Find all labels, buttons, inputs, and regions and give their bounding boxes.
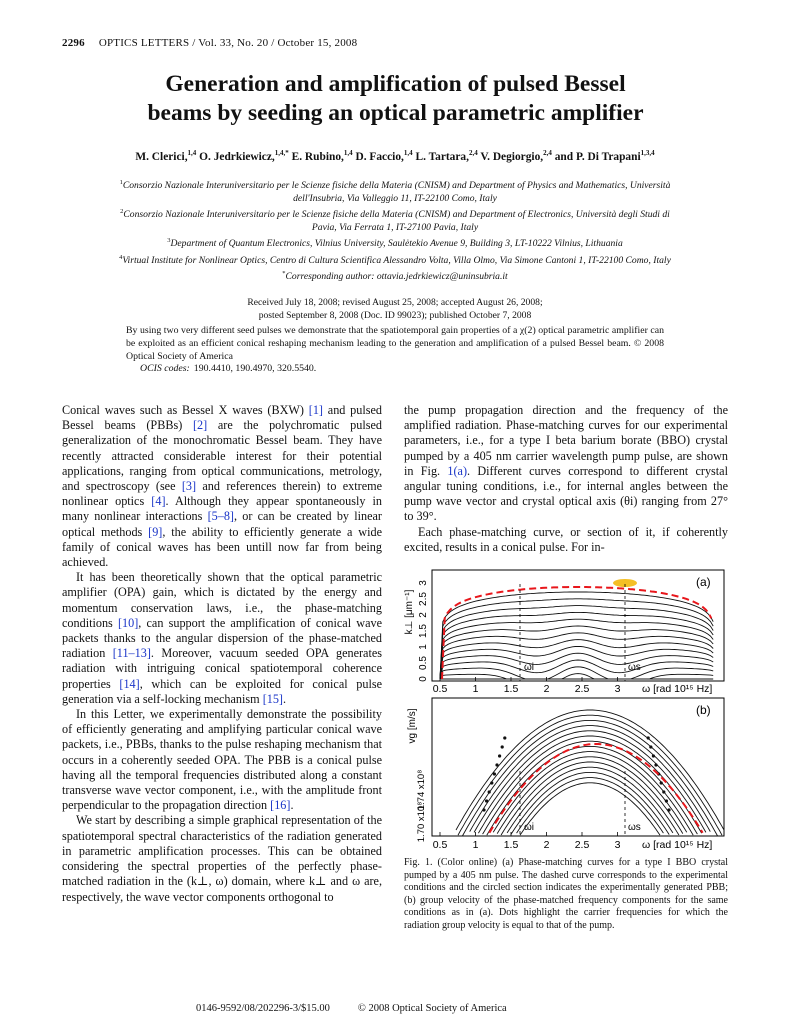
received-line-1: Received July 18, 2008; revised August 25, 2008; accepted August 26, 2008;: [247, 297, 543, 308]
carrier-frequency-dot: [493, 772, 496, 775]
page-number: 2296: [62, 37, 85, 49]
panel-b-x-ticks: [433, 832, 621, 851]
author: D. Faccio,$^{1,4}$: [355, 149, 413, 163]
group-velocity-curves: [456, 710, 724, 836]
y-tick-label: 0: [418, 676, 429, 682]
abstract-text: By using two very different seed pulses we demonstrate that the spatiotemporal gain properties of a χ(2) optical parametric amplifier can be exploited as an efficient conical reshaping mechanism leading to the generation and amplification of a pulsed Bessel beam. © 2008 Optical Society of America: [126, 325, 664, 362]
phase-matching-curve: [440, 640, 713, 679]
panel-b-y-tick-lower: 1.70 x10⁸: [416, 801, 427, 843]
running-header: [62, 37, 357, 49]
y-tick-label: 0.5: [418, 656, 429, 670]
affiliation: $^3$Department of Quantum Electronics, Vilnius University, Saulėtekio Avenue 9, Building 3, LT-10222 Vilnius, Lithuania: [167, 237, 623, 250]
carrier-frequency-dot: [503, 736, 506, 739]
abstract: [126, 325, 664, 376]
omega-s-label: ωs: [628, 662, 641, 673]
reference-link[interactable]: [16]: [270, 798, 291, 813]
author-list: [95, 146, 695, 164]
x-tick-label: 1.5: [503, 839, 519, 851]
y-tick-label: 2.5: [418, 592, 429, 606]
affiliation: $^1$Consorzio Nazionale Interuniversitario per le Scienze fisiche della Materia (CNISM) and Department of Physics and Mathematics, Università dell'Insubria, Via Valleggio 11, IT-22100 Como, Italy: [119, 179, 671, 205]
body-column-left: [62, 403, 382, 905]
affiliation: *Corresponding author: ottavia.jedrkiewicz@uninsubria.it: [282, 269, 508, 282]
reference-link[interactable]: [2]: [192, 418, 208, 433]
phase-matching-curve: [440, 667, 713, 679]
received-line-2: posted September 8, 2008 (Doc. ID 99023); published October 7, 2008: [258, 309, 532, 321]
phase-matching-curve: [440, 653, 713, 679]
reference-link[interactable]: [9]: [148, 524, 163, 539]
carrier-frequency-dot: [485, 799, 488, 802]
carrier-frequency-dot: [667, 808, 670, 811]
x-tick-label: 2.5: [574, 683, 590, 695]
affiliations: [110, 176, 680, 283]
body-column-right: [404, 403, 728, 555]
carrier-frequency-dot: [665, 799, 668, 802]
ocis-label: OCIS codes:: [140, 363, 190, 375]
carrier-frequency-dot: [652, 754, 655, 757]
panel-b-label: (b): [696, 703, 711, 717]
y-tick-label: 1.5: [418, 624, 429, 638]
phase-matching-curve: [440, 626, 713, 679]
panel-b-y-label: vg [m/s]: [407, 708, 418, 744]
page-footer: [196, 1003, 507, 1014]
phase-matching-curves: [440, 592, 713, 679]
panel-b: [407, 698, 724, 851]
omega-i-label: ωi: [524, 662, 535, 673]
x-tick-label: 0.5: [432, 839, 448, 851]
group-velocity-curve: [483, 741, 698, 834]
ocis-codes: [126, 363, 664, 376]
carrier-frequency-dot: [660, 781, 663, 784]
reference-link[interactable]: [14]: [119, 676, 140, 691]
y-tick-label: 3: [418, 580, 429, 586]
carrier-frequency-dot: [488, 790, 491, 793]
omega-s-label-b: ωs: [628, 822, 641, 833]
x-tick-label: 2: [543, 839, 550, 851]
x-tick-label: 2: [543, 683, 550, 695]
issn: 0146-9592/08/202296-3/$15.00: [196, 1003, 330, 1014]
paragraph: Conical waves such as Bessel X waves (BXW) [1] and pulsed Bessel beams (PBBs) [2] are the polychromatic pulsed generalization of the monochromatic Bessel beam. They have recently attracted considerable interest for their potential applications, ranging from optical communications, metrology, and spectroscopy (see [3] and references therein) to extreme nonlinear optics [4]. Although they appear spontaneously in many nonlinear interactions [5–8], or can be created by linear optical methods [9], the ability to efficiently generate a wide family of conical waves has been untill now far from being achieved.: [62, 403, 382, 570]
carrier-frequency-dot: [647, 736, 650, 739]
reference-link[interactable]: [3]: [181, 479, 197, 494]
author: V. Degiorgio,$^{2,4}$: [480, 149, 552, 163]
carrier-frequency-dot: [649, 745, 652, 748]
figure-caption: Fig. 1. (Color online) (a) Phase-matching curves for a type I BBO crystal pumped by a 405 nm pulse. The dashed curve corresponds to the experimental conditions and the circled section indicates the experimentally generated PBB; (b) group velocity of the phase-matched frequency components for the same conditions as in (a). Dots highlight the carrier frequencies for which the radiation group velocity is equal to that of the pump.: [404, 857, 728, 931]
panel-a: [404, 570, 724, 695]
phase-matching-curve: [440, 612, 713, 679]
copyright: © 2008 Optical Society of America: [357, 1003, 507, 1014]
carrier-frequency-dot: [498, 754, 501, 757]
panel-b-x-unit: ω [rad 10¹⁵ Hz]: [642, 839, 713, 851]
reference-link[interactable]: 1(a): [447, 463, 468, 478]
panel-a-label: (a): [696, 575, 711, 589]
x-tick-label: 0.5: [432, 683, 448, 695]
affiliation: $^4$Virtual Institute for Nonlinear Optics, Centro di Cultura Scientifica Alessandro Volta, Villa Olmo, Via Simone Cantoni 1, IT-22100 Como, Italy: [119, 253, 671, 266]
phase-matching-curve: [440, 674, 713, 679]
group-velocity-curve: [493, 752, 687, 833]
carrier-frequency-dot: [662, 790, 665, 793]
panel-a-y-label: k⊥ [μm⁻¹]: [404, 589, 415, 635]
title-line-2: beams by seeding an optical parametric amplifier: [147, 100, 644, 126]
group-velocity-curve: [511, 772, 669, 834]
reference-link[interactable]: [10]: [117, 615, 139, 630]
carrier-frequency-dot: [490, 781, 493, 784]
phase-matching-curve: [440, 592, 713, 679]
ocis-values: 190.4410, 190.4970, 320.5540.: [193, 363, 317, 375]
carrier-frequency-dot: [495, 763, 498, 766]
figure-1: [404, 566, 728, 852]
author: O. Jedrkiewicz,$^{1,4,*}$: [199, 149, 289, 163]
reference-link[interactable]: [4]: [151, 494, 166, 509]
paragraph: Each phase-matching curve, or section of it, if coherently excited, results in a conical pulse. For in-: [404, 524, 728, 554]
carrier-frequency-dot: [482, 808, 485, 811]
reference-link[interactable]: [11–13]: [112, 646, 151, 661]
article-title: [60, 70, 731, 128]
author: and P. Di Trapani$^{1,3,4}$: [554, 149, 655, 163]
panel-b-frame: [432, 698, 724, 836]
x-tick-label: 3: [614, 839, 621, 851]
reference-link[interactable]: [15]: [262, 691, 283, 706]
author: E. Rubino,$^{1,4}$: [291, 149, 353, 163]
paragraph: We start by describing a simple graphical representation of the spatiotemporal spectral characteristics of the radiation generated in parametric amplification processes. This can be obtained considering the spectral properties of the perfectly phase-matched radiation in the (k⊥, ω) domain, where k⊥ and ω are, respectively, the wave vector components orthogonal to: [62, 813, 382, 904]
y-tick-label: 1: [418, 644, 429, 650]
panel-b-y-tick-upper: 1.74 x10⁸: [416, 769, 427, 811]
x-tick-label: 1.5: [503, 683, 519, 695]
phase-matching-curve: [440, 660, 713, 679]
x-tick-label: 1: [472, 683, 479, 695]
y-tick-label: 2: [418, 612, 429, 618]
carrier-frequency-dot: [501, 745, 504, 748]
author: M. Clerici,$^{1,4}$: [135, 149, 197, 163]
received-dates: [150, 297, 640, 322]
paragraph: In this Letter, we experimentally demonstrate the possibility of efficiently generating and amplifying particular conical wave packets, i.e., PBBs, thanks to the pulse reshaping mechanism that occurs in a coherently seeded OPA. The PBB is a conical pulse having all the temporal frequencies distributed along a constant transverse wave vector component, i.e., with the amplitude front perpendicular to the propagation direction [16].: [62, 707, 382, 813]
carrier-frequency-dot: [654, 763, 657, 766]
paragraph: the pump propagation direction and the frequency of the amplified radiation. Phase-matching curves for our experimental parameters, i.e., for a type I beta barium borate (BBO) crystal pumped by a 405 nm carrier wavelength pump pulse, are shown in Fig. 1(a). Different curves correspond to different crystal angular tuning conditions, i.e., for internal angles between the pump wave vector and crystal optical axis (θi) ranging from 27° to 39°.: [404, 403, 728, 524]
panel-a-y-ticks: [418, 580, 429, 682]
affiliation: $^2$Consorzio Nazionale Interuniversitario per le Scienze fisiche della Materia (CNISM) and Department of Electronics, Università degli Studi di Pavia, Via Ferrata 1, IT-27100 Pavia, Italy: [120, 208, 670, 234]
journal-citation: OPTICS LETTERS / Vol. 33, No. 20 / October 15, 2008: [98, 37, 358, 49]
reference-link[interactable]: [5–8]: [207, 509, 234, 524]
omega-i-label-b: ωi: [524, 822, 535, 833]
x-tick-label: 1: [472, 839, 479, 851]
reference-link[interactable]: [1]: [308, 403, 323, 417]
paragraph: It has been theoretically shown that the optical parametric amplifier (OPA) gain, which is dictated by the energy and momentum conservation laws, i.e., the phase-matching conditions [10], can support the amplification of conical wave packets thanks to the angular dispersion of the phase-matched radiation [11–13]. Moreover, vacuum seeded OPA generates radiation with intriguing conical spatiotemporal coherence properties [14], which can be exploited for conical pulse generation via a self-locking mechanism [15].: [62, 570, 382, 706]
panel-a-x-unit: ω [rad 10¹⁵ Hz]: [642, 683, 713, 695]
author: L. Tartara,$^{2,4}$: [415, 149, 478, 163]
title-line-1: Generation and amplification of pulsed Bessel: [165, 71, 626, 97]
x-tick-label: 3: [614, 683, 621, 695]
panel-a-x-ticks: [433, 677, 621, 695]
x-tick-label: 2.5: [574, 839, 590, 851]
